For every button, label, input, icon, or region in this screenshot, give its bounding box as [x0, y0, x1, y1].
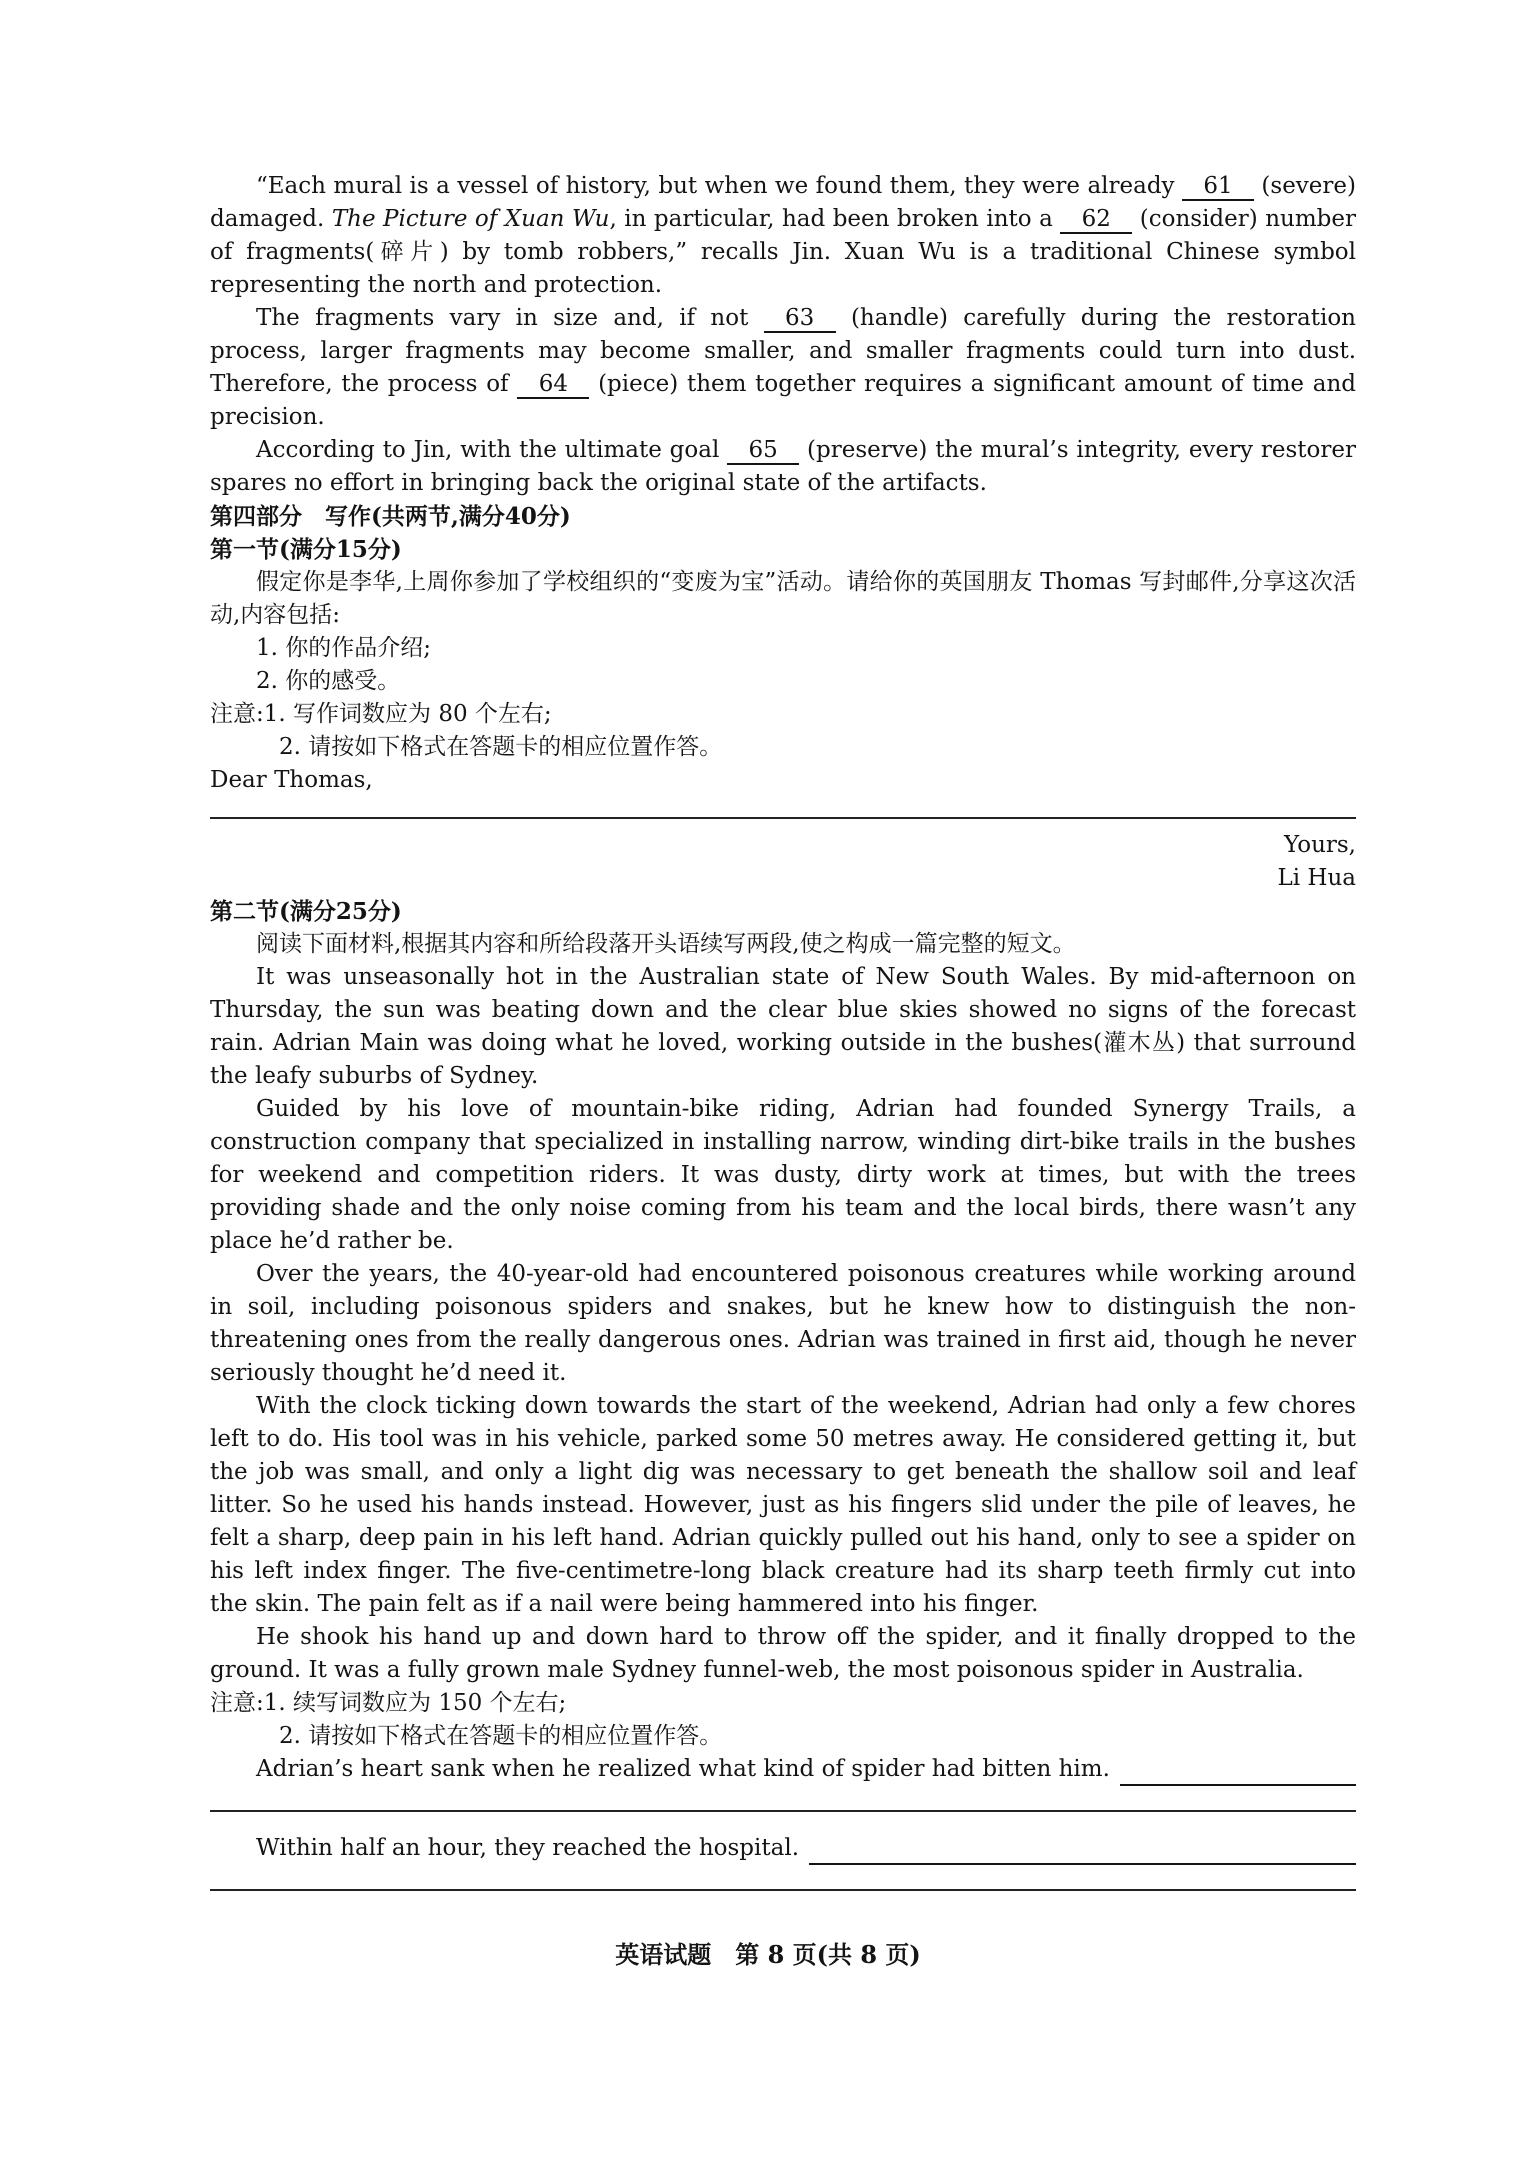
passage-paragraph-3: According to Jin, with the ultimate goal 65 (preserve) the mural’s integrity, every restorer spares no effort in bringing back the original state of the artifacts.: [210, 437, 1356, 496]
section1-note-1: 注意:1. 写作词数应为 80 个左右;: [210, 701, 552, 727]
continuation-start-1-text: Adrian’s heart sank when he realized what kind of spider had bitten him.: [256, 1756, 1110, 1782]
letter-salutation: Dear Thomas,: [210, 767, 373, 793]
section2-note-1: 注意:1. 续写词数应为 150 个左右;: [210, 1690, 567, 1716]
continuation-rule-2: [210, 1889, 1356, 1891]
page-content: [210, 170, 1356, 1891]
section1-item-2: 2. 你的感受。: [256, 668, 401, 694]
blank-61: 61: [1182, 173, 1254, 201]
continuation-blank-2: [809, 1839, 1356, 1865]
continuation-start-2: [210, 1832, 1356, 1865]
story-paragraph: With the clock ticking down towards the start of the weekend, Adrian had only a few chores left to do. His tool was in his vehicle, parked some 50 metres away. He considered getting it, but the job was small, and only a light dig was necessary to get beneath the shallow soil and leaf litter. So he used his hands instead. However, just as his fingers slid under the pile of leaves, he felt a sharp, deep pain in his left hand. Adrian quickly pulled out his hand, only to see a spider on his left index finger. The five-centimetre-long black creature had its sharp teeth firmly cut into the skin. The pain felt as if a nail were being hammered into his finger.: [210, 1393, 1356, 1617]
closing-name: Li Hua: [1277, 865, 1356, 891]
part4-heading: 第四部分 写作(共两节,满分40分): [210, 503, 571, 530]
section1-item-1: 1. 你的作品介绍;: [256, 635, 432, 661]
closing-yours: Yours,: [1284, 832, 1356, 858]
story-paragraph: Over the years, the 40-year-old had encountered poisonous creatures while working around in soil, including poisonous spiders and snakes, but he knew how to distinguish the non-threatening ones from the really dangerous ones. Adrian was trained in first aid, though he never seriously thought he’d need it.: [210, 1261, 1356, 1386]
letter-answer-line: [210, 817, 1356, 819]
mural-title: The Picture of Xuan Wu: [331, 206, 610, 232]
page-footer: 英语试题 第 8 页(共 8 页): [615, 1940, 921, 1969]
section2-prompt: 阅读下面材料,根据其内容和所给段落开头语续写两段,使之构成一篇完整的短文。: [256, 931, 1076, 957]
letter-closing: [210, 829, 1356, 895]
story-paragraph: Guided by his love of mountain-bike riding, Adrian had founded Synergy Trails, a construction company that specialized in installing narrow, winding dirt-bike trails in the bushes for weekend and competition riders. It was dusty, dirty work at times, but with the trees providing shade and the only noise coming from his team and the local birds, there wasn’t any place he’d rather be.: [210, 1096, 1356, 1254]
section1-prompt: 假定你是李华,上周你参加了学校组织的“变废为宝”活动。请给你的英国朋友 Thomas 写封邮件,分享这次活动,内容包括:: [210, 569, 1356, 628]
section2-heading: 第二节(满分25分): [210, 898, 402, 925]
blank-65: 65: [727, 437, 799, 465]
passage-paragraph-2: The fragments vary in size and, if not 63 (handle) carefully during the restoration process, larger fragments may become smaller, and smaller fragments could turn into dust. Therefore, the process of 64 (piece) them together requires a significant amount of time and precision.: [210, 305, 1356, 430]
continuation-blank-1: [1120, 1760, 1356, 1786]
blank-62: 62: [1060, 206, 1132, 234]
story-paragraph: He shook his hand up and down hard to throw off the spider, and it finally dropped to the ground. It was a fully grown male Sydney funnel-web, the most poisonous spider in Australia.: [210, 1624, 1356, 1683]
section1-note-2: 2. 请按如下格式在答题卡的相应位置作答。: [279, 734, 723, 760]
continuation-start-2-text: Within half an hour, they reached the hospital.: [256, 1835, 800, 1861]
section1-heading: 第一节(满分15分): [210, 536, 402, 563]
passage-paragraph-1: “Each mural is a vessel of history, but when we found them, they were already 61 (severe) damaged. The Picture of Xuan Wu, in particular, had been broken into a 62 (consider) number of fragments(碎片) by tomb robbers,” recalls Jin. Xuan Wu is a traditional Chinese symbol representing the north and protection.: [210, 173, 1356, 298]
blank-64: 64: [517, 371, 589, 399]
continuation-start-1: [210, 1753, 1356, 1786]
section2-note-2: 2. 请按如下格式在答题卡的相应位置作答。: [279, 1723, 723, 1749]
blank-63: 63: [764, 305, 836, 333]
story-paragraph: It was unseasonally hot in the Australian state of New South Wales. By mid-afternoon on Thursday, the sun was beating down and the clear blue skies showed no signs of the forecast rain. Adrian Main was doing what he loved, working outside in the bushes(灌木丛) that surround the leafy suburbs of Sydney.: [210, 964, 1356, 1089]
continuation-rule-1: [210, 1810, 1356, 1812]
